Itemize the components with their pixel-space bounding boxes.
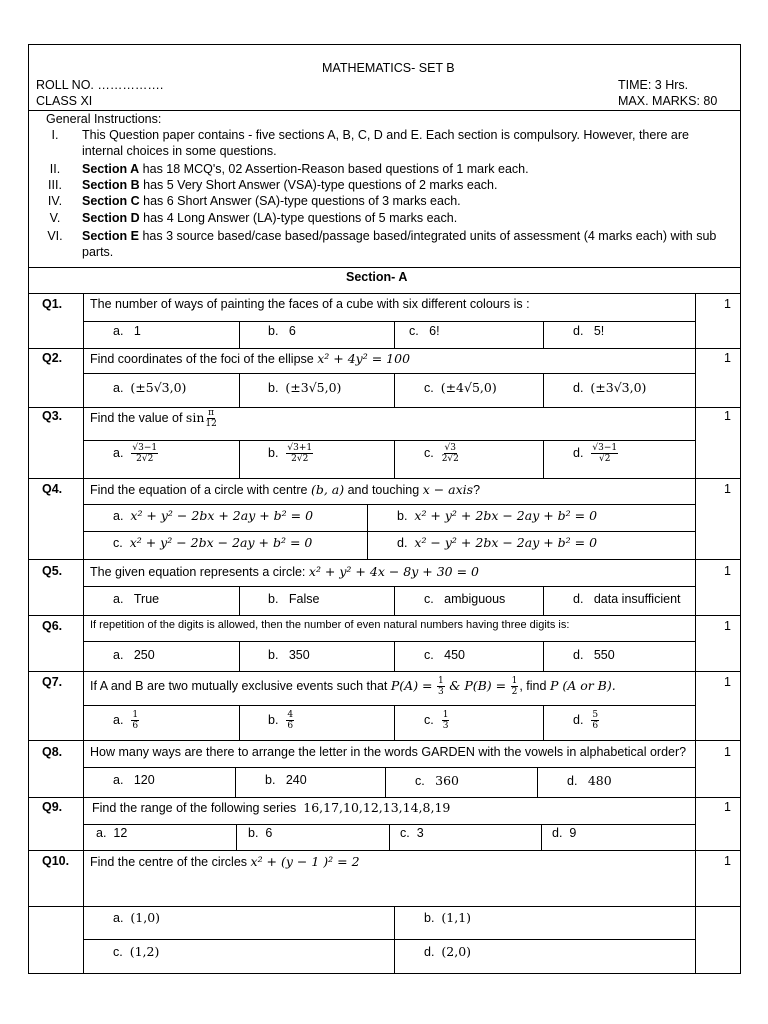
divider bbox=[83, 767, 695, 768]
option-a: a. $\frac{1}{6}$ bbox=[113, 710, 139, 731]
question-text: If repetition of the digits is allowed, then the number of even natural numbers having three digits is: bbox=[90, 619, 570, 631]
column-line bbox=[83, 293, 84, 974]
divider bbox=[83, 504, 695, 505]
option-divider bbox=[235, 767, 236, 797]
question-marks: 1 bbox=[724, 564, 731, 578]
option-b: b. (±3√5,0) bbox=[268, 380, 342, 395]
question-number: Q6. bbox=[42, 619, 63, 633]
class-label: CLASS XI bbox=[36, 94, 93, 108]
option-d: d. (±3√3,0) bbox=[573, 380, 647, 395]
divider bbox=[83, 321, 695, 322]
option-d: d. $\frac{√3-1}{√2}$ bbox=[573, 443, 618, 464]
option-divider bbox=[239, 641, 240, 671]
question-number: Q4. bbox=[42, 482, 63, 496]
divider bbox=[83, 939, 695, 940]
option-d: d. data insufficient bbox=[573, 592, 681, 606]
option-divider bbox=[239, 440, 240, 478]
option-c: c. 360 bbox=[415, 773, 460, 788]
divider bbox=[83, 440, 695, 441]
question-number: Q1. bbox=[42, 297, 63, 311]
divider bbox=[28, 671, 741, 672]
question-text: The given equation represents a circle: x² + y² + 4x − 8y + 30 = 0 bbox=[90, 564, 480, 579]
question-text: The number of ways of painting the faces of a cube with six different colours is : bbox=[90, 297, 530, 311]
divider bbox=[28, 293, 741, 294]
divider bbox=[83, 373, 695, 374]
instruction-item-cont: parts. bbox=[82, 245, 114, 259]
max-marks: MAX. MARKS: 80 bbox=[618, 94, 718, 108]
option-b: b. $\frac{√3+1}{2√2}$ bbox=[268, 443, 313, 464]
question-number: Q8. bbox=[42, 745, 63, 759]
divider bbox=[28, 559, 741, 560]
question-number: Q3. bbox=[42, 409, 63, 423]
instruction-item-cont: internal choices in some questions. bbox=[82, 144, 277, 158]
question-number: Q5. bbox=[42, 564, 63, 578]
option-c: c. 450 bbox=[424, 648, 466, 662]
question-marks: 1 bbox=[724, 351, 731, 365]
option-c: c. (1,2) bbox=[113, 944, 160, 959]
instruction-item: Section B has 5 Very Short Answer (VSA)-type questions of 2 marks each. bbox=[82, 178, 498, 192]
option-divider bbox=[541, 824, 542, 850]
option-divider bbox=[367, 504, 368, 559]
option-a: a. 120 bbox=[113, 773, 155, 787]
option-divider bbox=[543, 586, 544, 615]
option-divider bbox=[543, 373, 544, 407]
option-divider bbox=[394, 586, 395, 615]
option-c: c. ambiguous bbox=[424, 592, 506, 606]
option-divider bbox=[389, 824, 390, 850]
option-d: d. (2,0) bbox=[424, 944, 472, 959]
option-divider bbox=[385, 767, 386, 797]
question-number: Q2. bbox=[42, 351, 63, 365]
divider bbox=[28, 478, 741, 479]
instruction-item: Section A has 18 MCQ's, 02 Assertion-Reason based questions of 1 mark each. bbox=[82, 162, 529, 176]
question-marks: 1 bbox=[724, 619, 731, 633]
option-b: b. $\frac{4}{6}$ bbox=[268, 710, 294, 731]
option-a: a. 1 bbox=[113, 324, 141, 338]
option-divider bbox=[543, 440, 544, 478]
divider bbox=[28, 906, 741, 907]
option-d: d. 480 bbox=[567, 773, 612, 788]
question-text: Find coordinates of the foci of the ellipse x² + 4y² = 100 bbox=[90, 351, 411, 366]
option-d: d. 9 bbox=[552, 826, 577, 840]
divider bbox=[28, 850, 741, 851]
question-marks: 1 bbox=[724, 800, 731, 814]
option-d: d. 5! bbox=[573, 324, 605, 338]
divider bbox=[83, 586, 695, 587]
option-c: c. (±4√5,0) bbox=[424, 380, 497, 395]
instructions-heading: General Instructions: bbox=[46, 112, 162, 126]
question-text: If A and B are two mutually exclusive events such that P(A) = $\frac{1}{3}$ & P(B) = $\frac{1}{2}$ , find P (A or B). bbox=[90, 676, 616, 697]
instruction-item: Section E has 3 source based/case based/passage based/integrated units of assessment (4 marks each) with sub bbox=[82, 229, 717, 243]
option-a: a. x² + y² − 2bx + 2ay + b² = 0 bbox=[113, 508, 314, 523]
divider bbox=[28, 267, 741, 268]
divider bbox=[83, 531, 695, 532]
roll-no: ROLL NO. ……………. bbox=[36, 78, 164, 92]
divider bbox=[28, 110, 741, 111]
option-d: d. x² − y² + 2bx − 2ay + b² = 0 bbox=[397, 535, 598, 550]
question-marks: 1 bbox=[724, 675, 731, 689]
question-marks: 1 bbox=[724, 409, 731, 423]
question-marks: 1 bbox=[724, 745, 731, 759]
instruction-item: Section C has 6 Short Answer (SA)-type questions of 3 marks each. bbox=[82, 194, 461, 208]
question-text: Find the equation of a circle with centre (b, a) and touching x − axis? bbox=[90, 482, 481, 497]
option-divider bbox=[239, 586, 240, 615]
option-divider bbox=[394, 440, 395, 478]
time-label: TIME: 3 Hrs. bbox=[618, 78, 689, 92]
question-marks: 1 bbox=[724, 854, 731, 868]
option-divider bbox=[394, 321, 395, 348]
divider bbox=[28, 797, 741, 798]
divider bbox=[83, 705, 695, 706]
option-b: b. 350 bbox=[268, 648, 310, 662]
option-d: d. $\frac{5}{6}$ bbox=[573, 710, 599, 731]
section-title: Section- A bbox=[346, 270, 408, 284]
question-text: Find the range of the following series 16,17,10,12,13,14,8,19 bbox=[92, 800, 451, 815]
option-b: b. False bbox=[268, 592, 320, 606]
instruction-item: Section D has 4 Long Answer (LA)-type questions of 5 marks each. bbox=[82, 211, 458, 225]
question-number: Q7. bbox=[42, 675, 63, 689]
option-b: b. (1,1) bbox=[424, 910, 472, 925]
option-a: a. 250 bbox=[113, 648, 155, 662]
option-c: c. $\frac{1}{3}$ bbox=[424, 710, 449, 731]
column-line bbox=[695, 293, 696, 974]
option-a: a. (±5√3,0) bbox=[113, 380, 187, 395]
option-divider bbox=[394, 906, 395, 974]
question-marks: 1 bbox=[724, 297, 731, 311]
question-text: Find the centre of the circles x² + (y − 1 )² = 2 bbox=[90, 854, 360, 869]
option-divider bbox=[394, 641, 395, 671]
option-c: c. $\frac{√3}{2√2}$ bbox=[424, 443, 459, 464]
option-divider bbox=[543, 641, 544, 671]
option-d: d. 550 bbox=[573, 648, 615, 662]
question-text: How many ways are there to arrange the letter in the words GARDEN with the vowels in alphabetical order? bbox=[90, 745, 687, 759]
option-b: b. x² + y² + 2bx − 2ay + b² = 0 bbox=[397, 508, 598, 523]
question-number: Q9. bbox=[42, 800, 63, 814]
option-a: a. True bbox=[113, 592, 160, 606]
option-a: a. $\frac{√3-1}{2√2}$ bbox=[113, 443, 158, 464]
option-c: c. 6! bbox=[409, 324, 440, 338]
divider bbox=[83, 641, 695, 642]
question-number: Q10. bbox=[42, 854, 70, 868]
option-divider bbox=[394, 705, 395, 740]
option-divider bbox=[236, 824, 237, 850]
option-divider bbox=[239, 373, 240, 407]
question-marks: 1 bbox=[724, 482, 731, 496]
question-text: Find the value of sin $\frac{\pi}{12}$ bbox=[90, 408, 217, 429]
paper-title: MATHEMATICS- SET B bbox=[322, 61, 455, 75]
option-divider bbox=[543, 321, 544, 348]
option-b: b. 240 bbox=[265, 773, 307, 787]
option-a: a. 12 bbox=[96, 826, 128, 840]
option-divider bbox=[543, 705, 544, 740]
option-divider bbox=[239, 705, 240, 740]
option-divider bbox=[394, 373, 395, 407]
option-c: c. x² + y² − 2bx − 2ay + b² = 0 bbox=[113, 535, 313, 550]
option-b: b. 6 bbox=[268, 324, 296, 338]
divider bbox=[28, 740, 741, 741]
option-divider bbox=[239, 321, 240, 348]
divider bbox=[28, 615, 741, 616]
option-divider bbox=[537, 767, 538, 797]
option-b: b. 6 bbox=[248, 826, 273, 840]
divider bbox=[28, 348, 741, 349]
instruction-item: This Question paper contains - five sections A, B, C, D and E. Each section is compulsory. However, there are bbox=[82, 128, 689, 142]
option-a: a. (1,0) bbox=[113, 910, 161, 925]
option-c: c. 3 bbox=[400, 826, 424, 840]
